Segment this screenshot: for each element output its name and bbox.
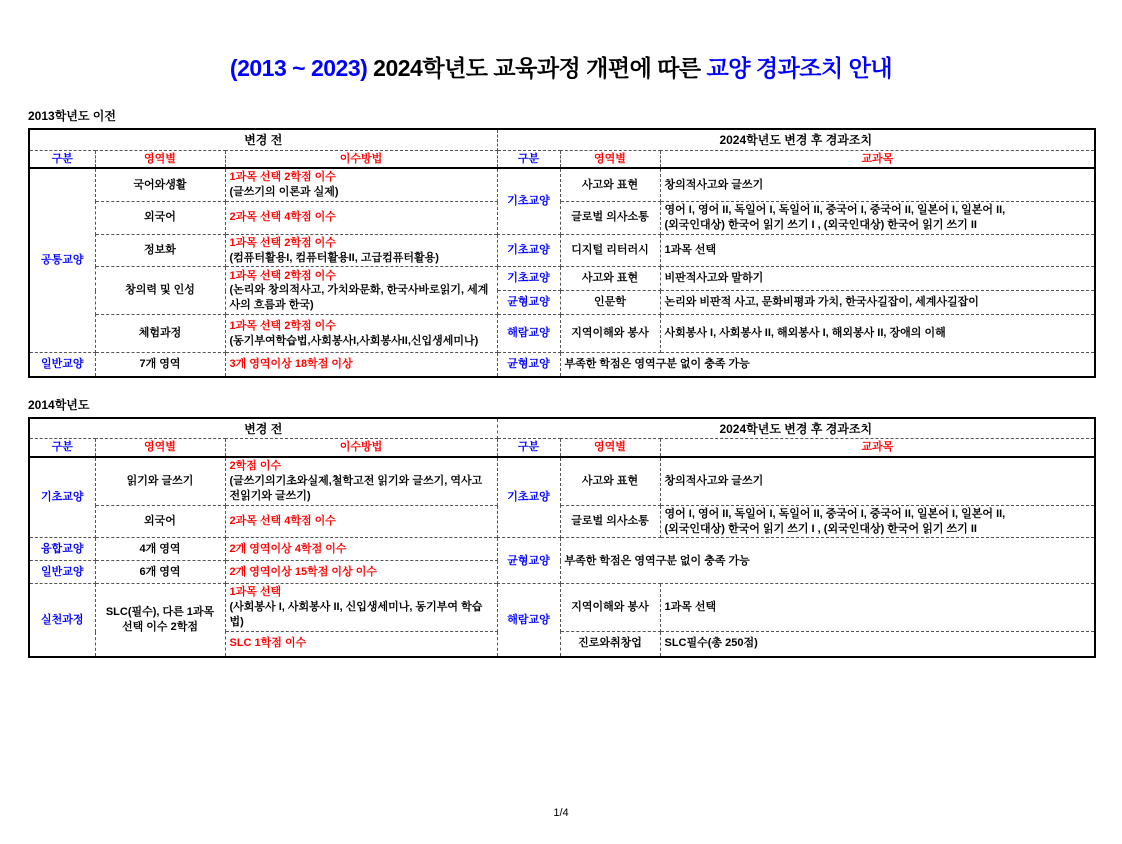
method-courses: (글쓰기의 이론과 실제) bbox=[229, 186, 339, 199]
method-rule: 2학점 이수 bbox=[229, 460, 282, 473]
method-rule: 1과목 선택 2학점 이수 bbox=[229, 269, 336, 282]
cell-method-general: 3개 영역이상 18학점 이상 bbox=[225, 353, 497, 377]
cell-gubun-basic: 기초교양 bbox=[29, 457, 95, 538]
cell-area-foreign-language: 외국어 bbox=[95, 505, 225, 538]
cell-area-informatization: 정보화 bbox=[95, 234, 225, 267]
col-header-gubun-right: 구분 bbox=[497, 150, 560, 168]
cell-area-community-service: 지역이해와 봉사 bbox=[560, 584, 660, 632]
subject-line-1: 영어 I, 영어 II, 독일어 I, 독일어 II, 중국어 I, 중국어 II, 일본어 I, 일본어 II, bbox=[664, 204, 1006, 217]
col-header-subject: 교과목 bbox=[660, 150, 1095, 168]
method-rule: 1과목 선택 2학점 이수 bbox=[229, 320, 336, 333]
cell-area-experience-course: 체험과정 bbox=[95, 315, 225, 353]
col-header-method: 이수방법 bbox=[225, 439, 497, 457]
method-courses: (동기부여학습법,사회봉사I,사회봉사II,신입생세미나) bbox=[229, 334, 479, 347]
cell-area-global-communication: 글로벌 의사소통 bbox=[560, 202, 660, 235]
cell-subject-humanities: 논리와 비판적 사고, 문화비평과 가치, 한국사길잡이, 세계사길잡이 bbox=[660, 291, 1095, 315]
curriculum-table-2013 bbox=[28, 128, 1096, 378]
cell-area-korean-life: 국어와생활 bbox=[95, 168, 225, 201]
cell-gubun-balance: 균형교양 bbox=[497, 291, 560, 315]
cell-area-thinking-expression: 사고와 표현 bbox=[560, 457, 660, 505]
cell-subject-creative-writing: 창의적사고와 글쓰기 bbox=[660, 168, 1095, 201]
cell-area-humanities: 인문학 bbox=[560, 291, 660, 315]
cell-method-foreign-language: 2과목 선택 4학점 이수 bbox=[225, 202, 497, 235]
title-middle: 2024학년도 교육과정 개편에 따른 bbox=[367, 55, 707, 81]
method-courses: (글쓰기의기초와실제,철학고전 읽기와 글쓰기, 역사고전읽기와 글쓰기) bbox=[229, 475, 483, 502]
cell-subject-community-service: 사회봉사 I, 사회봉사 II, 해외봉사 I, 해외봉사 II, 장애의 이해 bbox=[660, 315, 1095, 353]
header-after-change: 2024학년도 변경 후 경과조치 bbox=[497, 129, 1095, 150]
cell-gubun-haeram: 해람교양 bbox=[497, 315, 560, 353]
cell-gubun-basic: 기초교양 bbox=[497, 234, 560, 267]
cell-gubun-practice: 실천과정 bbox=[29, 584, 95, 657]
col-header-subject: 교과목 bbox=[660, 439, 1095, 457]
cell-method-fusion: 2개 영역이상 4학점 이수 bbox=[225, 538, 497, 561]
table-row bbox=[29, 457, 1095, 505]
page-title bbox=[28, 50, 1094, 83]
cell-area-thinking-expression: 사고와 표현 bbox=[560, 168, 660, 201]
cell-gubun-basic: 기초교양 bbox=[497, 267, 560, 291]
cell-balance-note: 부족한 학점은 영역구분 없이 충족 가능 bbox=[560, 538, 1095, 584]
cell-balance-note: 부족한 학점은 영역구분 없이 충족 가능 bbox=[560, 353, 1095, 377]
cell-gubun-fusion: 융합교양 bbox=[29, 538, 95, 561]
cell-method-foreign-language: 2과목 선택 4학점 이수 bbox=[225, 505, 497, 538]
col-header-gubun-left: 구분 bbox=[29, 439, 95, 457]
col-header-area-left: 영역별 bbox=[95, 439, 225, 457]
table-row bbox=[29, 315, 1095, 353]
section-label-2014: 2014학년도 bbox=[28, 397, 90, 412]
cell-subject-digital-literacy: 1과목 선택 bbox=[660, 234, 1095, 267]
cell-area-thinking-expression: 사고와 표현 bbox=[560, 267, 660, 291]
table-row bbox=[29, 202, 1095, 235]
cell-area-general: 6개 영역 bbox=[95, 561, 225, 584]
cell-area-global-communication: 글로벌 의사소통 bbox=[560, 505, 660, 538]
cell-area-reading-writing: 읽기와 글쓰기 bbox=[95, 457, 225, 505]
cell-subject-critical-speaking: 비판적사고와 말하기 bbox=[660, 267, 1095, 291]
cell-area-creativity-character: 창의력 및 인성 bbox=[95, 267, 225, 315]
cell-method-general: 2개 영역이상 15학점 이상 이수 bbox=[225, 561, 497, 584]
cell-method-creativity-character bbox=[225, 267, 497, 315]
cell-gubun-balance: 균형교양 bbox=[497, 538, 560, 584]
cell-gubun-general: 일반교양 bbox=[29, 561, 95, 584]
title-highlight: 교양 경과조치 안내 bbox=[706, 55, 893, 81]
table-row bbox=[29, 353, 1095, 377]
section-label-2013: 2013학년도 이전 bbox=[28, 109, 116, 123]
subject-line-2: (외국인대상) 한국어 읽기 쓰기 I , (외국인대상) 한국어 읽기 쓰기 II bbox=[664, 218, 977, 231]
table-row bbox=[29, 538, 1095, 561]
col-header-area-left: 영역별 bbox=[95, 150, 225, 168]
cell-method-practice-select bbox=[225, 584, 497, 632]
title-year-range: (2013 ~ 2023) bbox=[229, 55, 368, 81]
cell-gubun-general: 일반교양 bbox=[29, 353, 95, 377]
cell-method-reading-writing bbox=[225, 457, 497, 505]
cell-area-community-service: 지역이해와 봉사 bbox=[560, 315, 660, 353]
header-before-change: 변경 전 bbox=[29, 418, 497, 439]
cell-method-experience-course bbox=[225, 315, 497, 353]
cell-area-general: 7개 영역 bbox=[95, 353, 225, 377]
cell-subject-creative-writing: 창의적사고와 글쓰기 bbox=[660, 457, 1095, 505]
subject-line-1: 영어 I, 영어 II, 독일어 I, 독일어 II, 중국어 I, 중국어 II, 일본어 I, 일본어 II, bbox=[664, 507, 1006, 520]
cell-gubun-balance: 균형교양 bbox=[497, 353, 560, 377]
cell-gubun-basic: 기초교양 bbox=[497, 168, 560, 234]
cell-method-informatization bbox=[225, 234, 497, 267]
col-header-method: 이수방법 bbox=[225, 150, 497, 168]
col-header-area-right: 영역별 bbox=[560, 150, 660, 168]
col-header-area-right: 영역별 bbox=[560, 439, 660, 457]
subject-line-2: (외국인대상) 한국어 읽기 쓰기 I , (외국인대상) 한국어 읽기 쓰기 II bbox=[664, 522, 977, 535]
cell-gubun-haeram: 해람교양 bbox=[497, 584, 560, 657]
cell-area-fusion: 4개 영역 bbox=[95, 538, 225, 561]
method-rule: 1과목 선택 2학점 이수 bbox=[229, 171, 336, 184]
header-before-change: 변경 전 bbox=[29, 129, 497, 150]
cell-area-digital-literacy: 디지털 리터러시 bbox=[560, 234, 660, 267]
method-courses: (컴퓨터활용I, 컴퓨터활용II, 고급컴퓨터활용) bbox=[229, 251, 439, 264]
table-row bbox=[29, 168, 1095, 201]
table-row bbox=[29, 505, 1095, 538]
table-row bbox=[29, 267, 1095, 291]
cell-method-slc: SLC 1학점 이수 bbox=[225, 632, 497, 657]
cell-gubun-basic: 기초교양 bbox=[497, 457, 560, 538]
method-courses: (사회봉사 I, 사회봉사 II, 신입생세미나, 동기부여 학습법) bbox=[229, 601, 483, 629]
page-number: 1/4 bbox=[553, 807, 569, 819]
col-header-gubun-right: 구분 bbox=[497, 439, 560, 457]
col-header-gubun-left: 구분 bbox=[29, 150, 95, 168]
cell-gubun-common: 공통교양 bbox=[29, 168, 95, 353]
cell-subject-global-communication bbox=[660, 505, 1095, 538]
curriculum-table-2014 bbox=[28, 417, 1096, 658]
method-rule: 1과목 선택 2학점 이수 bbox=[229, 236, 336, 249]
cell-area-foreign-language: 외국어 bbox=[95, 202, 225, 235]
table-row bbox=[29, 584, 1095, 632]
document-page bbox=[0, 50, 1122, 658]
cell-method-korean-life bbox=[225, 168, 497, 201]
cell-subject-global-communication bbox=[660, 202, 1095, 235]
table-row bbox=[29, 234, 1095, 267]
cell-area-career: 진로와취창업 bbox=[560, 632, 660, 657]
method-rule: 1과목 선택 bbox=[229, 586, 282, 599]
cell-subject-community-service: 1과목 선택 bbox=[660, 584, 1095, 632]
cell-area-practice: SLC(필수), 다른 1과목 선택 이수 2학점 bbox=[95, 584, 225, 657]
method-courses: (논리와 창의적사고, 가치와문화, 한국사바로읽기, 세계사의 흐름과 한국) bbox=[229, 284, 489, 312]
cell-subject-career: SLC필수(총 250점) bbox=[660, 632, 1095, 657]
header-after-change: 2024학년도 변경 후 경과조치 bbox=[497, 418, 1095, 439]
